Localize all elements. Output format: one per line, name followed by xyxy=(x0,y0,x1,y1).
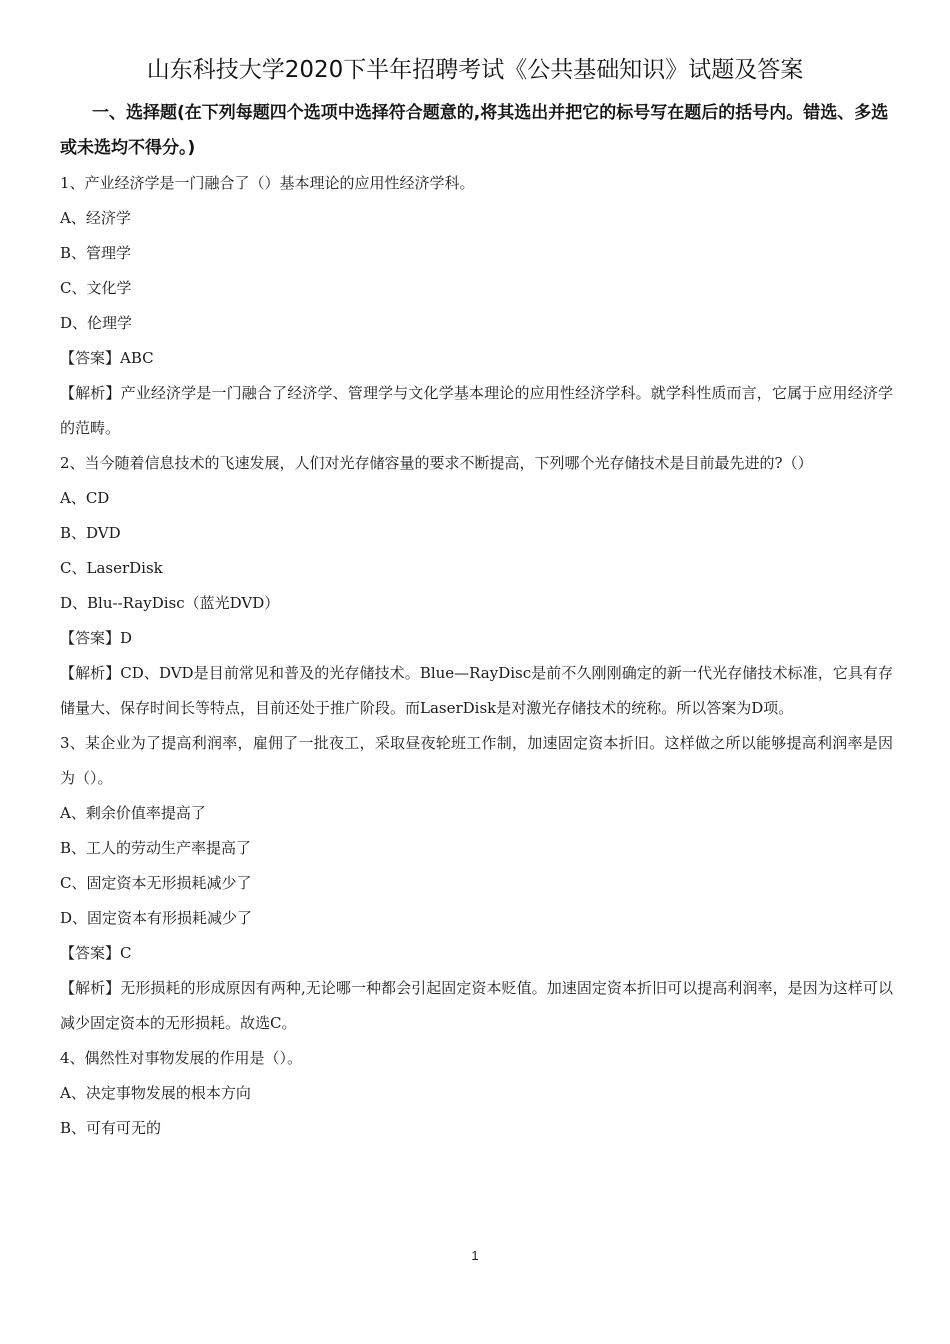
question-option: A、经济学 xyxy=(60,209,131,227)
question-stem: 3、某企业为了提高利润率，雇佣了一批夜工，采取昼夜轮班工作制，加速固定资本折旧。这样做之所以能够提高利润率是因为（）。 xyxy=(60,734,893,787)
question-option: B、DVD xyxy=(60,524,121,542)
question-list xyxy=(60,166,893,1146)
question-option: B、工人的劳动生产率提高了 xyxy=(60,839,252,857)
question-option: A、CD xyxy=(60,489,110,507)
question-option: D、Blu--RayDisc（蓝光DVD） xyxy=(60,594,280,612)
analysis-paragraph: 【解析】CD、DVD是目前常见和普及的光存储技术。Blue—RayDisc是前不久刚刚确定的新一代光存储技术标准，它具有存储量大、保存时间长等特点，目前还处于推广阶段。而LaserDisk是对激光存储技术的统称。所以答案为D项。 xyxy=(60,664,893,717)
section-heading: 一、选择题(在下列每题四个选项中选择符合题意的,将其选出并把它的标号写在题后的括号内。错选、多选或未选均不得分。) xyxy=(60,103,889,158)
question-option: B、管理学 xyxy=(60,244,132,262)
answer-line: 【答案】D xyxy=(60,629,133,647)
question-stem: 2、当今随着信息技术的飞速发展，人们对光存储容量的要求不断提高，下列哪个光存储技术是目前最先进的?（） xyxy=(60,454,813,472)
question-option: B、可有可无的 xyxy=(60,1119,162,1137)
question-option: A、剩余价值率提高了 xyxy=(60,804,206,822)
question-option: D、固定资本有形损耗减少了 xyxy=(60,909,253,927)
question-stem: 1、产业经济学是一门融合了（）基本理论的应用性经济学科。 xyxy=(60,174,475,192)
question-option: D、伦理学 xyxy=(60,314,133,332)
question-option: C、LaserDisk xyxy=(60,559,163,577)
question-option: C、文化学 xyxy=(60,279,132,297)
question-stem: 4、偶然性对事物发展的作用是（）。 xyxy=(60,1049,303,1067)
question-option: A、决定事物发展的根本方向 xyxy=(60,1084,251,1102)
document-title: 山东科技大学2020下半年招聘考试《公共基础知识》试题及答案 xyxy=(146,57,804,83)
analysis-paragraph: 【解析】无形损耗的形成原因有两种,无论哪一种都会引起固定资本贬值。加速固定资本折旧可以提高利润率，是因为这样可以减少固定资本的无形损耗。故选C。 xyxy=(60,979,893,1032)
answer-line: 【答案】ABC xyxy=(60,349,154,367)
analysis-paragraph: 【解析】产业经济学是一门融合了经济学、管理学与文化学基本理论的应用性经济学科。就学科性质而言，它属于应用经济学的范畴。 xyxy=(60,384,893,437)
question-option: C、固定资本无形损耗减少了 xyxy=(60,874,252,892)
answer-line: 【答案】C xyxy=(60,944,132,962)
page-number: 1 xyxy=(471,1248,479,1263)
